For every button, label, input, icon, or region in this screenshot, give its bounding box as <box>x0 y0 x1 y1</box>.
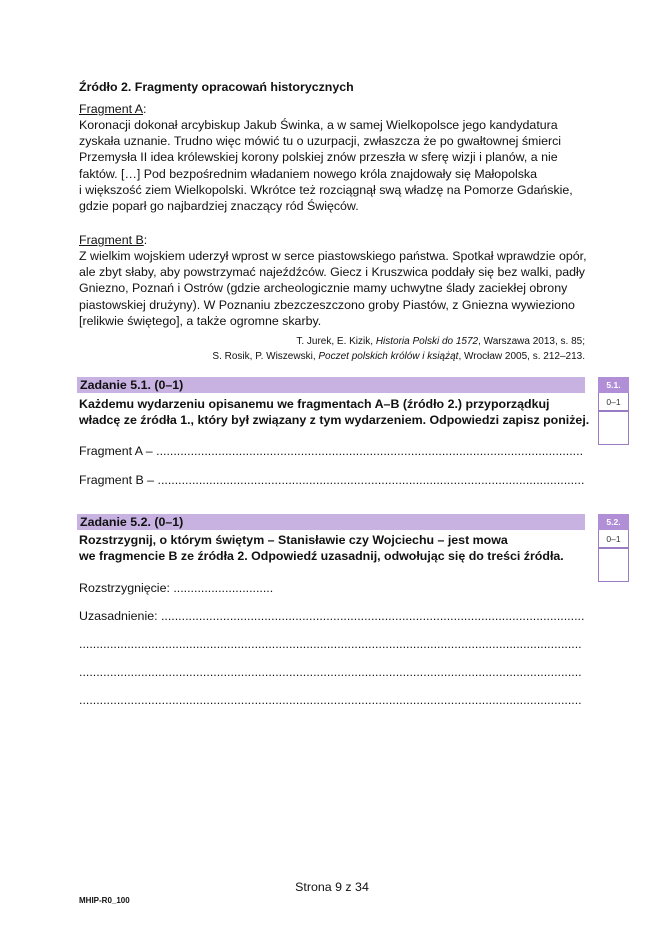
task-5-2-grade-field[interactable] <box>598 548 629 582</box>
citation-2: S. Rosik, P. Wiszewski, Poczet polskich królów i książąt, Wrocław 2005, s. 212–213. <box>212 351 585 362</box>
task-5-1-prompt: Każdemu wydarzeniu opisanemu we fragmentach A–B (źródło 2.) przyporządkuj władcę ze źródła 1., który był związany z tym wydarzeniem. Odpowiedzi zapisz poniżej. <box>79 397 590 428</box>
source-title: Źródło 2. Fragmenty opracowań historycznych <box>79 80 354 94</box>
fragment-a-label: Fragment A: <box>79 102 147 116</box>
task-5-1-number: 5.1. <box>598 377 629 393</box>
task-5-2-number: 5.2. <box>598 514 629 530</box>
task-5-1-score: 0–1 <box>598 393 629 411</box>
document-code: MHIP-R0_100 <box>79 896 130 905</box>
answer-fragment-b[interactable]: Fragment B – ............................................................................................................................ <box>79 473 585 487</box>
fragment-b-text: Z wielkim wojskiem uderzył wprost w serce piastowskiego państwa. Spotkał wprawdzie opór, ale zbyt słaby, aby powstrzymać najeźdźców. Giecz i Kruszwica poddały się bez walki, padły Gniezno, Poznań i Ostrów (gdzie archeologicznie mamy uchwytne ślady zaciekłej obrony piastowskiej drużyny). W Poznaniu zbezczeszczono groby Piastów, z Gniezna wywieziono [relikwie świętego], a także ogromne skarby. <box>79 249 587 328</box>
citation-1: T. Jurek, E. Kizik, Historia Polski do 1572, Warszawa 2013, s. 85; <box>296 336 585 347</box>
task-5-1-grade-field[interactable] <box>598 411 629 445</box>
task-5-2-score-box <box>598 514 629 582</box>
task-5-2-header: Zadanie 5.2. (0–1) <box>77 514 585 530</box>
answer-line[interactable]: .................................................................................................................................................. <box>79 665 582 679</box>
justification-line[interactable]: Uzasadnienie: ........................................................................................................................... <box>79 609 585 623</box>
task-5-1-score-box <box>598 377 629 445</box>
decision-line[interactable]: Rozstrzygnięcie: ............................. <box>79 581 274 595</box>
task-5-1-header: Zadanie 5.1. (0–1) <box>77 377 585 393</box>
answer-line[interactable]: .................................................................................................................................................. <box>79 637 582 651</box>
task-5-2-prompt: Rozstrzygnij, o którym świętym – Stanisławie czy Wojciechu – jest mowa we fragmencie B ze źródła 2. Odpowiedź uzasadnij, odwołując się do treści źródła. <box>79 533 564 564</box>
page-number: Strona 9 z 34 <box>295 880 369 894</box>
answer-line[interactable]: .................................................................................................................................................. <box>79 693 582 707</box>
fragment-a-text: Koronacji dokonał arcybiskup Jakub Świnka, a w samej Wielkopolsce jego kandydatura zyskała uznanie. Trudno więc mówić tu o uzurpacji, zwłaszcza że po gwałtownej śmierci Przemysła II idea królewskiej korony polskiej znów przeszła w sferę wizji i planów, a nie faktów. […] Pod bezpośrednim władaniem nowego króla znajdowały się Małopolska i większość ziem Wielkopolski. Wkrótce też rozciągnął swą władzę na Pomorze Gdańskie, gdzie poparł go najbardziej znaczący ród Święców. <box>79 118 573 214</box>
task-5-2-score: 0–1 <box>598 530 629 548</box>
fragment-b-label: Fragment B: <box>79 233 148 247</box>
answer-fragment-a[interactable]: Fragment A – ............................................................................................................................ <box>79 444 584 458</box>
